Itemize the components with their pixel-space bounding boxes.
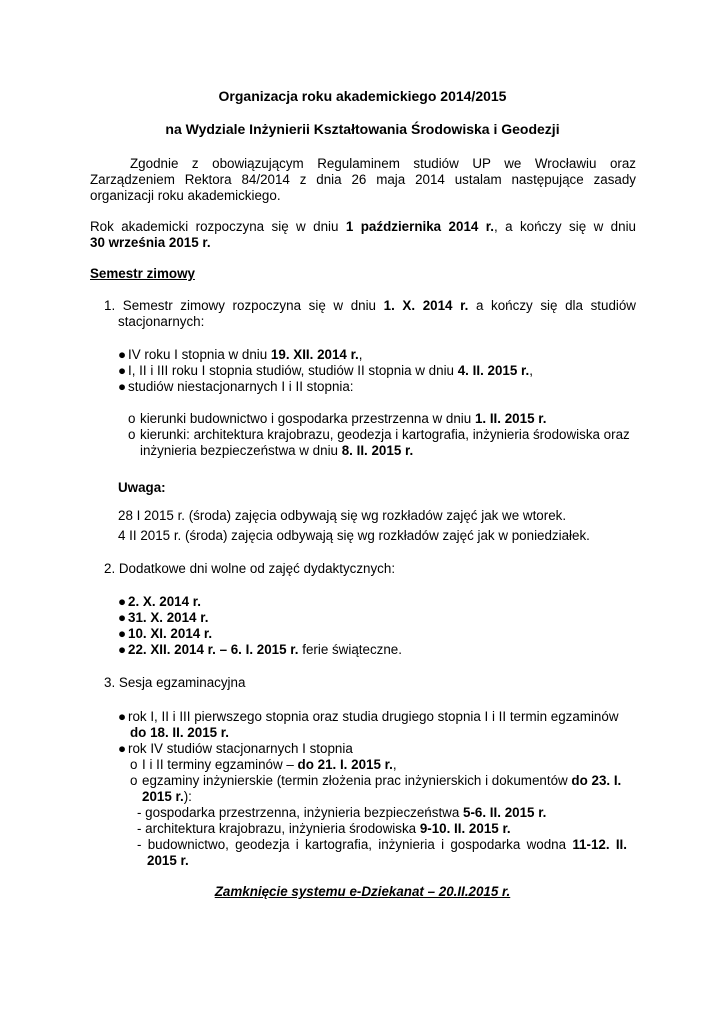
list-item-continuation: do 18. II. 2015 r. [130, 725, 229, 740]
document-subtitle: na Wydziale Inżynierii Kształtowania Środowiska i Geodezji [165, 121, 560, 137]
intro-line-3: organizacji roku akademickiego. [90, 188, 281, 203]
circle-bullet-icon: o [130, 773, 138, 788]
bullet-icon: ● [118, 379, 127, 394]
item-1-line-1: 1. Semestr zimowy rozpoczyna się w dniu 1. X. 2014 r. a kończy się dla studiów [104, 298, 636, 313]
circle-bullet-icon: o [128, 427, 136, 442]
intro-line-2: Zarządzeniem Rektora 84/2014 z dnia 26 maja 2014 ustalam następujące zasady [90, 172, 636, 187]
bullet-icon: ● [118, 642, 127, 657]
circle-bullet-icon: o [130, 757, 138, 772]
sub-list-item-continuation: 2015 r.): [142, 789, 192, 804]
sub-list-item: o kierunki: architektura krajobrazu, geodezja i kartografia, inżynieria środowiska oraz [128, 427, 630, 442]
list-item: ● rok I, II i III pierwszego stopnia oraz studia drugiego stopnia I i II termin egzaminów [118, 709, 619, 724]
bullet-icon: ● [118, 741, 127, 756]
bullet-icon: ● [118, 363, 127, 378]
note-line-2: 4 II 2015 r. (środa) zajęcia odbywają się wg rozkładów zajęć jak w poniedziałek. [118, 528, 590, 543]
bullet-icon: ● [118, 626, 127, 641]
dash-item: - architektura krajobrazu, inżynieria środowiska 9-10. II. 2015 r. [137, 821, 511, 836]
circle-bullet-icon: o [128, 411, 136, 426]
winter-semester-heading: Semestr zimowy [90, 266, 195, 281]
sub-list-item: o egzaminy inżynierskie (termin złożenia prac inżynierskich i dokumentów do 23. I. [130, 773, 622, 788]
note-line-1: 28 I 2015 r. (środa) zajęcia odbywają się wg rozkładów zajęć jak we wtorek. [118, 508, 567, 523]
list-item: ● studiów niestacjonarnych I i II stopnia: [118, 379, 354, 394]
intro-line-1: Zgodnie z obowiązującym Regulaminem studiów UP we Wrocławiu oraz [130, 156, 636, 171]
bullet-icon: ● [118, 709, 127, 724]
sub-list-item: o I i II terminy egzaminów – do 21. I. 2015 r., [130, 757, 397, 772]
document-title: Organizacja roku akademickiego 2014/2015 [218, 88, 507, 104]
item-1-line-2: stacjonarnych: [118, 314, 205, 329]
list-item: ● IV roku I stopnia w dniu 19. XII. 2014 r., [118, 347, 363, 362]
item-3-heading: 3. Sesja egzaminacyjna [104, 675, 246, 690]
year-line-1: Rok akademicki rozpoczyna się w dniu 1 października 2014 r., a kończy się w dniu [90, 219, 636, 234]
sub-list-item-continuation: inżynieria bezpieczeństwa w dniu 8. II. 2015 r. [140, 443, 414, 458]
bullet-icon: ● [118, 610, 127, 625]
sub-list-item: o kierunki budownictwo i gospodarka przestrzenna w dniu 1. II. 2015 r. [128, 411, 547, 426]
dash-item-continuation: 2015 r. [147, 853, 189, 868]
list-item: ● 10. XI. 2014 r. [118, 626, 213, 641]
list-item: ● 22. XII. 2014 r. – 6. I. 2015 r. ferie świąteczne. [118, 642, 402, 657]
dash-item: - budownictwo, geodezja i kartografia, inżynieria i gospodarka wodna 11-12. II. [137, 837, 627, 852]
closing-note: Zamknięcie systemu e-Dziekanat – 20.II.2015 r. [214, 884, 511, 899]
bullet-icon: ● [118, 347, 127, 362]
item-2-heading: 2. Dodatkowe dni wolne od zajęć dydaktycznych: [104, 561, 396, 576]
note-heading: Uwaga: [118, 480, 166, 495]
bullet-icon: ● [118, 594, 127, 609]
list-item: ● rok IV studiów stacjonarnych I stopnia [118, 741, 353, 756]
list-item: ● 2. X. 2014 r. [118, 594, 201, 609]
list-item: ● I, II i III roku I stopnia studiów, studiów II stopnia w dniu 4. II. 2015 r., [118, 363, 533, 378]
dash-item: - gospodarka przestrzenna, inżynieria bezpieczeństwa 5-6. II. 2015 r. [137, 805, 547, 820]
list-item: ● 31. X. 2014 r. [118, 610, 209, 625]
year-line-2: 30 września 2015 r. [90, 235, 211, 250]
